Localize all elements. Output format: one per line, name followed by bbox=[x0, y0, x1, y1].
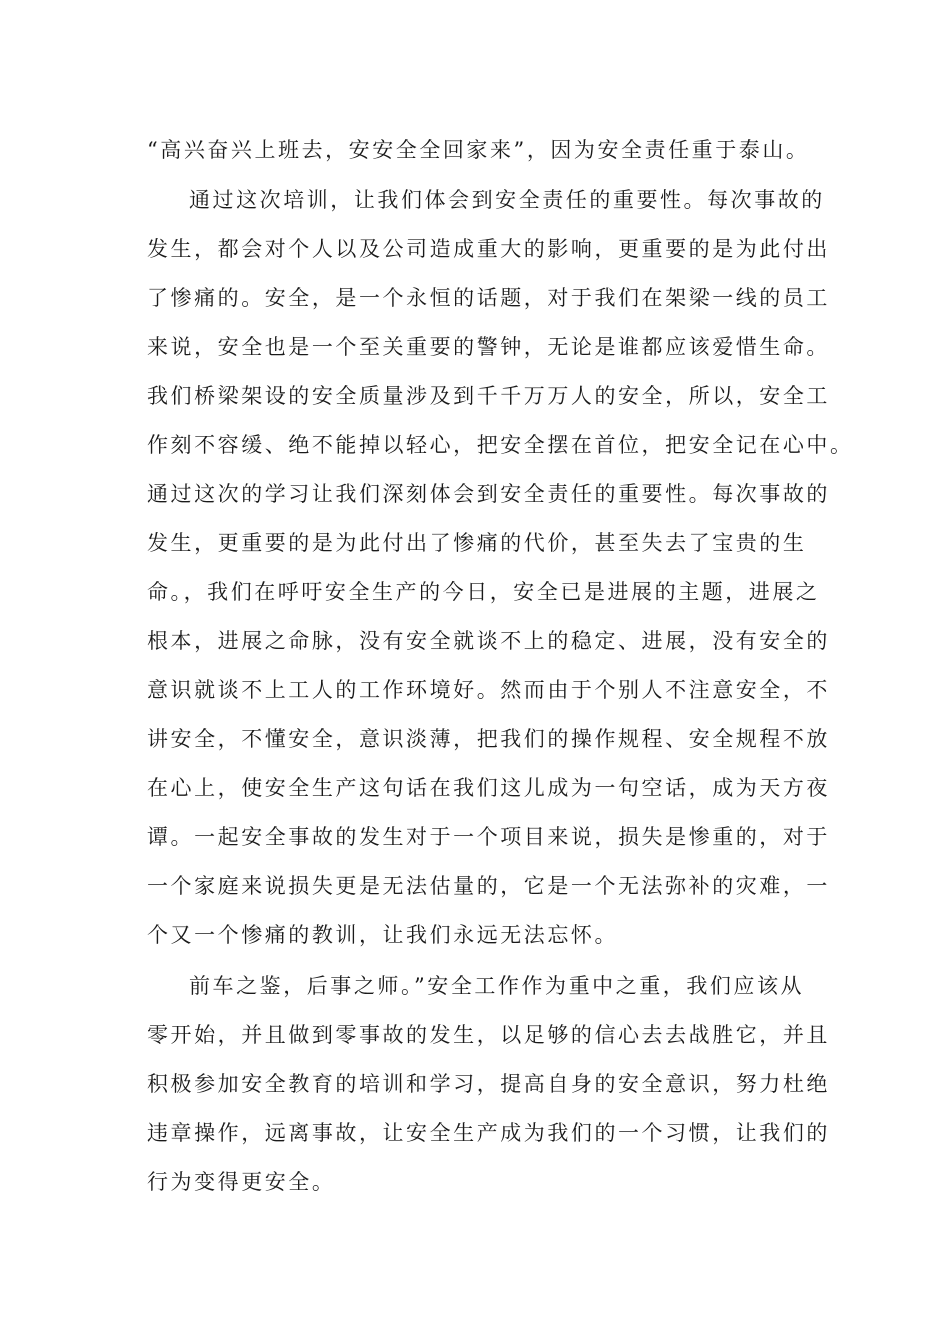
text-line: 我们桥梁架设的安全质量涉及到千千万万人的安全，所以，安全工 bbox=[147, 384, 830, 408]
text-line: 谭。一起安全事故的发生对于一个项目来说，损失是惨重的，对于 bbox=[147, 825, 830, 849]
text-line: 作刻不容缓、绝不能掉以轻心，把安全摆在首位，把安全记在心中。 bbox=[147, 433, 854, 457]
text-line: 个又一个惨痛的教训，让我们永远无法忘怀。 bbox=[147, 923, 618, 947]
text-line: 了惨痛的。安全，是一个永恒的话题，对于我们在架梁一线的员工 bbox=[147, 286, 830, 310]
text-line: 零开始，并且做到零事故的发生，以足够的信心去去战胜它，并且 bbox=[147, 1023, 830, 1047]
text-line: 意识就谈不上工人的工作环境好。然而由于个别人不注意安全，不 bbox=[147, 678, 830, 702]
text-line: 讲安全，不懂安全，意识淡薄，把我们的操作规程、安全规程不放 bbox=[147, 727, 830, 751]
text-line: 发生，都会对个人以及公司造成重大的影响，更重要的是为此付出 bbox=[147, 237, 830, 261]
text-line: 根本，进展之命脉，没有安全就谈不上的稳定、进展，没有安全的 bbox=[147, 629, 830, 653]
text-line: 发生，更重要的是为此付出了惨痛的代价，甚至失去了宝贵的生 bbox=[147, 531, 807, 555]
paragraph-first-line: 通过这次培训，让我们体会到安全责任的重要性。每次事故的 bbox=[189, 188, 825, 212]
text-line: 一个家庭来说损失更是无法估量的，它是一个无法弥补的灾难，一 bbox=[147, 874, 830, 898]
text-line: 通过这次的学习让我们深刻体会到安全责任的重要性。每次事故的 bbox=[147, 482, 830, 506]
text-line: 行为变得更安全。 bbox=[147, 1170, 336, 1194]
text-line: 违章操作，远离事故，让安全生产成为我们的一个习惯，让我们的 bbox=[147, 1121, 830, 1145]
text-line: “高兴奋兴上班去，安安全全回家来”，因为安全责任重于泰山。 bbox=[147, 138, 810, 162]
text-line: 命。，我们在呼吁安全生产的今日，安全已是进展的主题，进展之 bbox=[147, 580, 820, 604]
text-line: 积极参加安全教育的培训和学习，提高自身的安全意识，努力杜绝 bbox=[147, 1072, 830, 1096]
paragraph-first-line: 前车之鉴，后事之师。”安全工作作为重中之重，我们应该从 bbox=[189, 974, 805, 998]
text-line: 在心上，使安全生产这句话在我们这儿成为一句空话，成为天方夜 bbox=[147, 776, 830, 800]
text-line: 来说，安全也是一个至关重要的警钟，无论是谁都应该爱惜生命。 bbox=[147, 335, 830, 359]
